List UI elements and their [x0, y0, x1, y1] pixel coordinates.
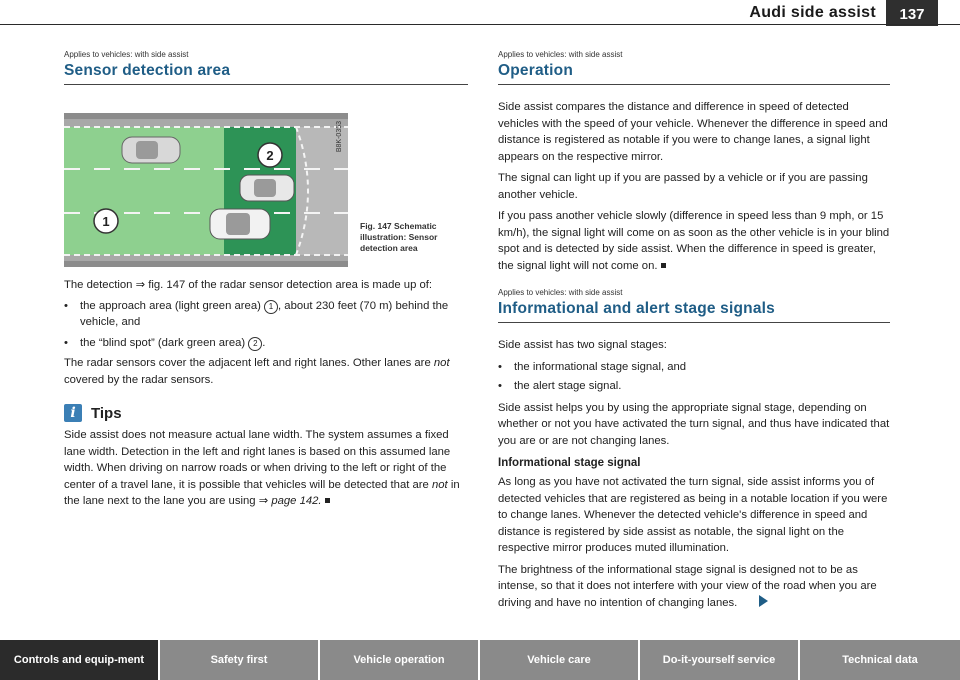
- informational-paragraph-1: As long as you have not activated the turn signal, side assist informs you of detected vehicles that are registered as being in a notable location if you were to change lanes. Whenever the detected vehicle's difference in speed and distance is registered by side assist as notable, the signal light on the respective mirror produces muted illumination.: [498, 476, 888, 554]
- marker-ref-2: 2: [248, 337, 262, 351]
- tips-title: Tips: [91, 404, 122, 422]
- chapter-tab-safety[interactable]: Safety first: [160, 640, 318, 680]
- right-column: [498, 40, 890, 611]
- operation-paragraph-1: Side assist compares the distance and difference in speed of detected vehicles with the speed of your vehicle. Whenever the difference in speed and distance is registered as notable if you were to change lanes, a signal light appears on the respective mirror.: [498, 101, 888, 163]
- list-item: • the informational stage signal, and: [498, 360, 687, 373]
- subheading-informational-stage: Informational stage signal: [498, 457, 641, 469]
- continue-arrow-icon: [759, 595, 768, 607]
- info-icon: i: [64, 404, 82, 422]
- informational-paragraph-2: The brightness of the informational stage signal is designed not to be as intense, so that it does not interfere with your view of the road when you are driving and have no intention of changing lanes.: [498, 563, 877, 609]
- list-item: • the “blind spot” (dark green area) 2 .: [64, 336, 266, 349]
- chapter-tab-controls[interactable]: Controls and equip-ment: [0, 640, 158, 680]
- tips-paragraph: Side assist does not measure actual lane width. The system assumes a fixed lane width. Detection in the left and right lanes is based on this assumed lane width. When driving on narrow roads or when driving to the left or right of the center of a travel lane, it is possible that vehicles will be detected that are not in the lane next to the lane you are using ⇒ page 142.: [64, 429, 460, 507]
- applies-note: Applies to vehicles: with side assist: [498, 288, 623, 297]
- end-of-section-mark: [325, 498, 330, 503]
- chapter-tab-technical-data[interactable]: Technical data: [800, 640, 960, 680]
- page-reference-link[interactable]: page 142.: [271, 495, 322, 507]
- section-heading-operation: Operation: [498, 62, 890, 85]
- figure-147: [64, 113, 468, 267]
- figure-caption: Fig. 147 Schematic illustration: Sensor detection area: [360, 221, 438, 253]
- end-of-section-mark: [661, 263, 666, 268]
- applies-note: Applies to vehicles: with side assist: [64, 50, 189, 59]
- figure-code: B8K-0353: [336, 121, 343, 153]
- chapter-tab-vehicle-care[interactable]: Vehicle care: [480, 640, 638, 680]
- chapter-navigation: [0, 640, 960, 680]
- chapter-tab-vehicle-operation[interactable]: Vehicle operation: [320, 640, 478, 680]
- page-number: 137: [886, 0, 938, 26]
- signal-paragraph: Side assist helps you by using the appropriate signal stage, depending on whether or not you have activated the turn signal, and thus have indicated that you are or are not changing lanes.: [498, 401, 890, 447]
- list-item: • the alert stage signal.: [498, 380, 622, 392]
- operation-paragraph-2: The signal can light up if you are passed by a vehicle or if you are passing another vehicle.: [498, 172, 868, 201]
- section-heading-sensor-detection-area: Sensor detection area: [64, 62, 468, 85]
- tips-header: [64, 404, 468, 422]
- figure-marker-1: 1: [102, 214, 110, 229]
- sensor-detection-illustration: [64, 113, 348, 267]
- marker-ref-1: 1: [264, 300, 278, 314]
- intro-paragraph: The detection ⇒ fig. 147 of the radar sensor detection area is made up of:: [64, 279, 433, 291]
- section-heading-signal-stages: Informational and alert stage signals: [498, 300, 890, 323]
- running-section-title: Audi side assist: [749, 4, 876, 21]
- operation-paragraph-3: If you pass another vehicle slowly (difference in speed less than 9 mph, or 15 km/h), the signal light will come on as soon as the other vehicle is in your blind spot and is detected by side assist. When the difference in speed is greater, the signal light will not come on.: [498, 210, 890, 272]
- chapter-tab-diy-service[interactable]: Do-it-yourself service: [640, 640, 798, 680]
- signal-intro: Side assist has two signal stages:: [498, 339, 667, 351]
- list-item: • the approach area (light green area) 1 , about 230 feet (70 m) behind the vehicle, and: [64, 299, 449, 328]
- header-rule: [0, 24, 960, 25]
- left-column: [64, 40, 468, 510]
- radar-coverage-paragraph: The radar sensors cover the adjacent left and right lanes. Other lanes are not covered by the radar sensors.: [64, 357, 450, 386]
- figure-marker-2: 2: [266, 148, 274, 163]
- applies-note: Applies to vehicles: with side assist: [498, 50, 623, 59]
